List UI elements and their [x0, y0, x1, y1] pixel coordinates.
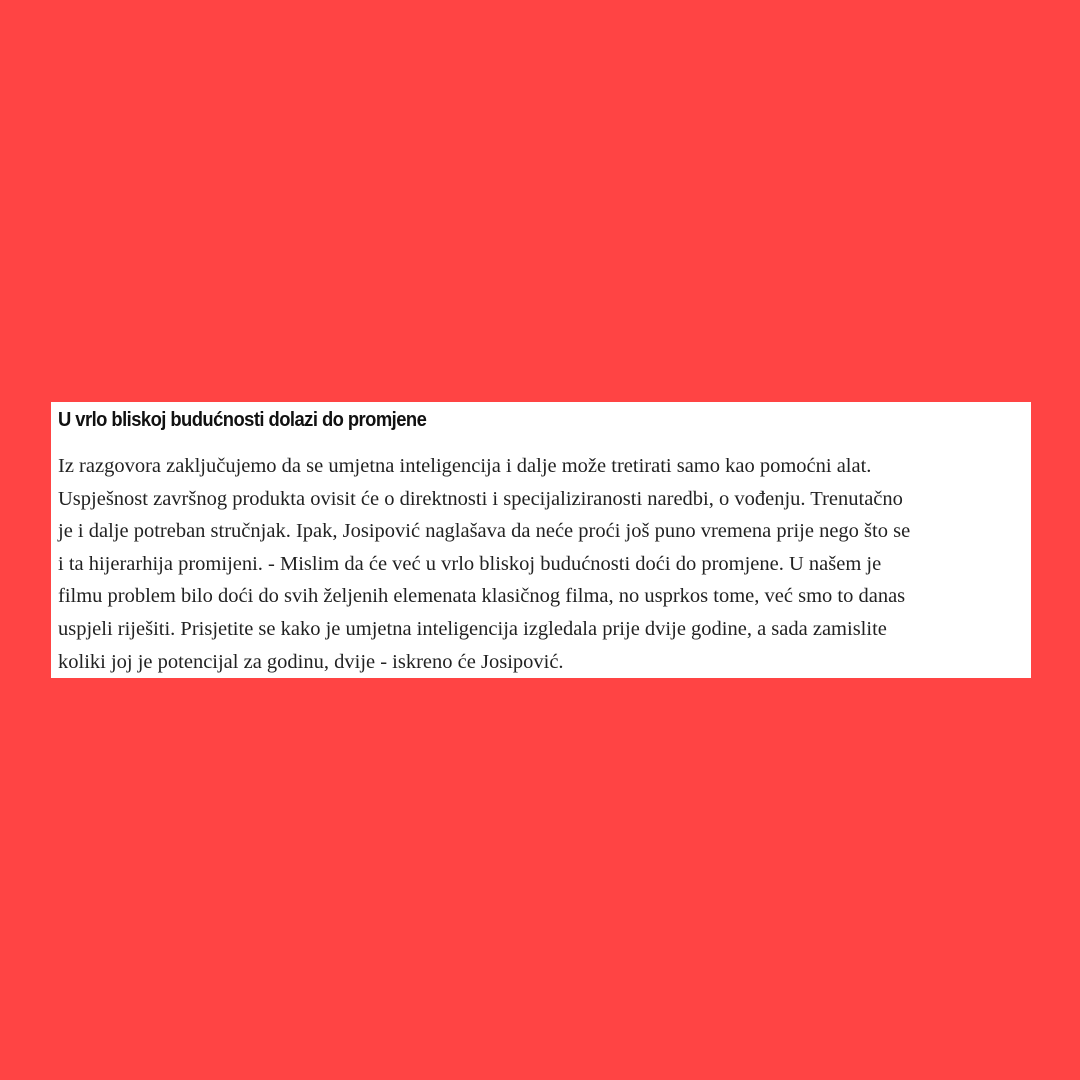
body-line: je i dalje potreban stručnjak. Ipak, Josipović naglašava da neće proći još puno vremena prije nego što se	[58, 520, 911, 543]
body-line: Iz razgovora zaključujemo da se umjetna inteligencija i dalje može tretirati samo kao pomoćni alat.	[58, 455, 872, 477]
body-line: filmu problem bilo doći do svih željenih elemenata klasičnog filma, no usprkos tome, već smo to danas	[58, 585, 906, 608]
body-line: Uspješnost završnog produkta ovisit će o direktnosti i specijaliziranosti naredbi, o vođenju. Trenutačno	[58, 487, 903, 510]
body-line: uspjeli riješiti. Prisjetite se kako je umjetna inteligencija izgledala prije dvije godine, a sada zamislite	[58, 617, 887, 640]
article-excerpt-card	[51, 402, 1031, 678]
body-line: i ta hijerarhija promijeni. - Mislim da će već u vrlo bliskoj budućnosti doći do promjene. U našem je	[58, 552, 882, 575]
excerpt-body	[58, 450, 1031, 678]
excerpt-heading: U vrlo bliskoj budućnosti dolazi do promjene	[58, 409, 427, 431]
body-line: koliki joj je potencijal za godinu, dvije - iskreno će Josipović.	[58, 650, 564, 673]
